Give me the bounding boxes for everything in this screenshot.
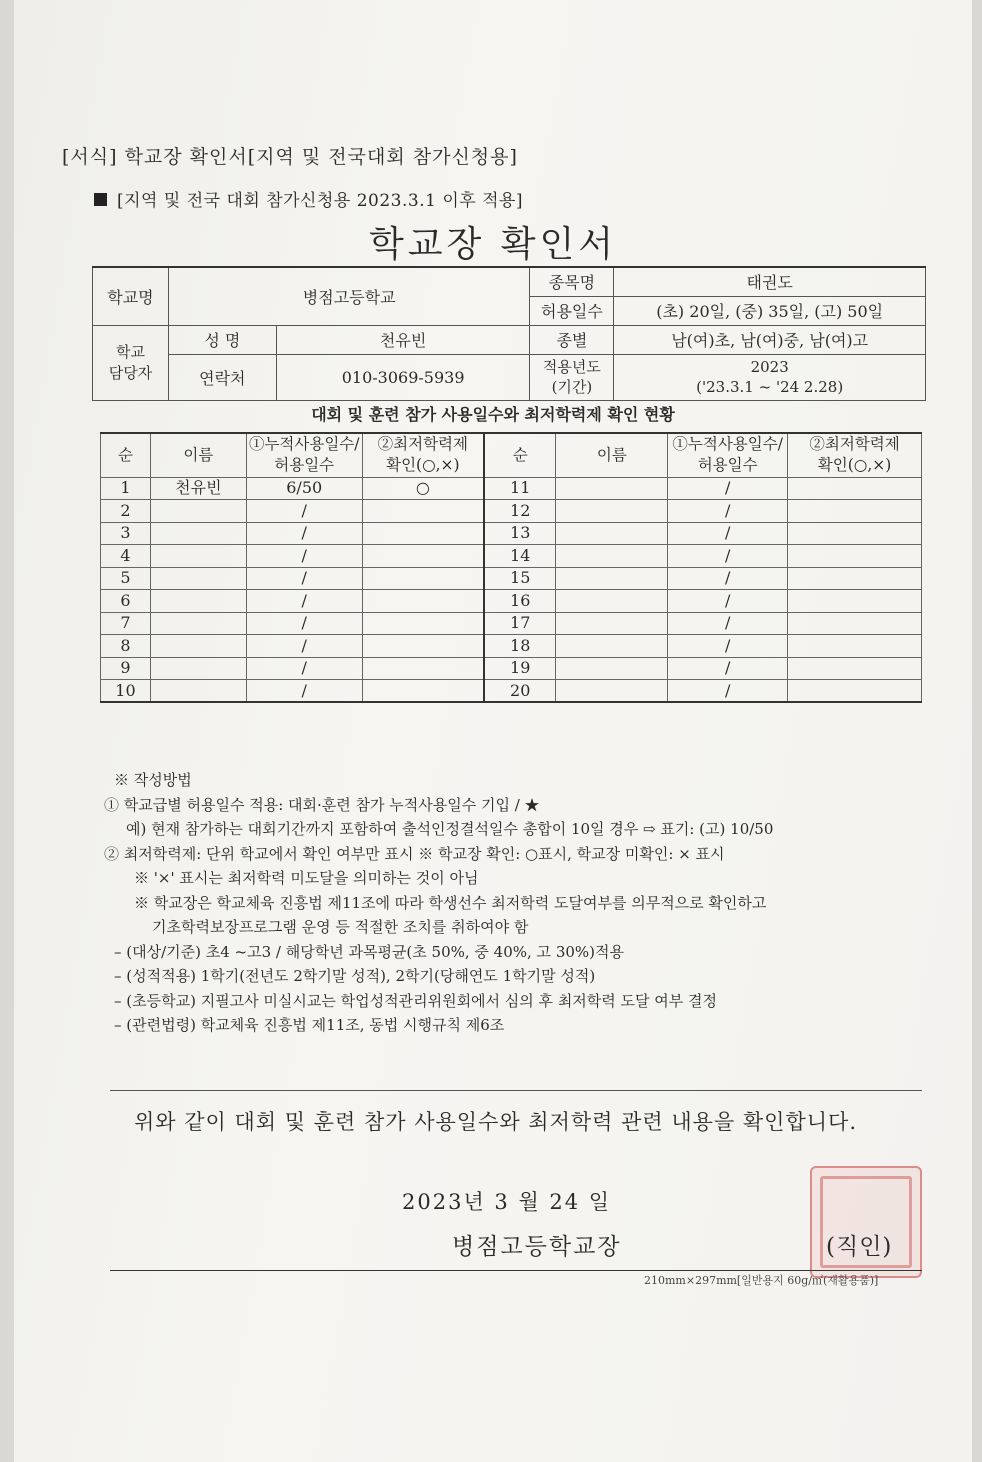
contact-label: 연락처	[168, 354, 276, 400]
status-cell-check	[362, 590, 484, 613]
status-cell-check	[788, 680, 922, 703]
status-cell-name	[556, 567, 668, 590]
header-check: ②최저학력제 확인(○,×)	[362, 433, 484, 477]
apply-note-text: [지역 및 전국 대회 참가신청용 2023.3.1 이후 적용]	[117, 191, 524, 211]
header-check: ②최저학력제 확인(○,×)	[788, 433, 922, 477]
status-cell-days: /	[668, 522, 788, 545]
status-cell-name	[556, 500, 668, 523]
status-row	[101, 680, 922, 703]
status-cell-days: /	[246, 500, 362, 523]
status-cell-days: /	[668, 590, 788, 613]
divider	[110, 1090, 922, 1091]
form-label: [서식] 학교장 확인서[지역 및 전국대회 참가신청용]	[62, 146, 518, 168]
status-cell-name	[556, 545, 668, 568]
header-name: 이름	[150, 433, 246, 477]
header-name: 이름	[556, 433, 668, 477]
status-cell-no: 12	[484, 500, 556, 523]
status-row	[101, 612, 922, 635]
official-seal-icon	[810, 1166, 922, 1278]
status-cell-no: 10	[101, 680, 151, 703]
status-cell-no: 17	[484, 612, 556, 635]
year-value: 2023	[750, 357, 789, 376]
note-item: ※ '×' 표시는 최저학력 미도달을 의미하는 것이 아님	[134, 869, 479, 887]
allowed-days-label: 허용일수	[530, 296, 614, 325]
status-cell-name	[556, 590, 668, 613]
year-label: 적용년도 (기간)	[530, 354, 614, 400]
status-row	[101, 657, 922, 680]
status-cell-days: /	[668, 500, 788, 523]
status-cell-days: /	[246, 680, 362, 703]
status-cell-check: ○	[362, 477, 484, 500]
event-label: 종목명	[530, 267, 614, 296]
status-cell-name	[150, 657, 246, 680]
writing-notes	[104, 768, 773, 1038]
status-cell-check	[788, 477, 922, 500]
status-cell-no: 18	[484, 635, 556, 658]
note-item: 예) 현재 참가하는 대회기간까지 포함하여 출석인정결석일수 총합이 10일 경우 ⇨ 표기: (고) 10/50	[126, 820, 774, 838]
name-value: 천유빈	[276, 325, 530, 354]
status-cell-no: 4	[101, 545, 151, 568]
status-cell-days: /	[668, 657, 788, 680]
info-table	[92, 266, 926, 401]
status-cell-no: 2	[101, 500, 151, 523]
status-cell-no: 15	[484, 567, 556, 590]
confirmation-text: 위와 같이 대회 및 훈련 참가 사용일수와 최저학력 관련 내용을 확인합니다.	[134, 1110, 858, 1134]
status-cell-days: /	[246, 590, 362, 613]
status-cell-check	[788, 567, 922, 590]
status-cell-no: 16	[484, 590, 556, 613]
status-cell-check	[362, 545, 484, 568]
status-cell-check	[362, 612, 484, 635]
status-cell-no: 9	[101, 657, 151, 680]
period-value: ('23.3.1 ~ '24 2.28)	[696, 378, 844, 396]
status-cell-name	[150, 500, 246, 523]
confirmation-date: 2023년 3 월 24 일	[402, 1190, 612, 1214]
status-cell-days: /	[246, 567, 362, 590]
status-cell-no: 7	[101, 612, 151, 635]
status-cell-name	[556, 612, 668, 635]
status-cell-days: /	[668, 477, 788, 500]
status-row	[101, 477, 922, 500]
school-value: 병점고등학교	[168, 267, 530, 325]
status-cell-name	[556, 680, 668, 703]
status-cell-days: /	[668, 545, 788, 568]
status-cell-check	[362, 567, 484, 590]
status-cell-days: /	[246, 522, 362, 545]
note-item: – (대상/기준) 초4 ~고3 / 해당학년 과목평균(초 50%, 중 40%, 고 30%)적용	[114, 942, 624, 961]
status-cell-no: 5	[101, 567, 151, 590]
status-cell-check	[788, 635, 922, 658]
note-item: – (관련법령) 학교체육 진흥법 제11조, 동법 시행규칙 제6조	[114, 1016, 505, 1034]
manager-label: 학교 담당자	[93, 325, 169, 400]
name-label: 성 명	[168, 325, 276, 354]
status-cell-no: 11	[484, 477, 556, 500]
paper-spec: 210mm×297mm[일반용지 60g/㎡(재활용품)]	[644, 1274, 879, 1287]
status-cell-name	[150, 612, 246, 635]
principal-name: 병점고등학교장	[452, 1234, 622, 1260]
status-cell-no: 8	[101, 635, 151, 658]
header-days: ①누적사용일수/ 허용일수	[668, 433, 788, 477]
status-cell-no: 6	[101, 590, 151, 613]
school-label: 학교명	[93, 267, 169, 325]
year-cell	[614, 354, 926, 400]
status-cell-check	[788, 590, 922, 613]
status-cell-days: /	[668, 635, 788, 658]
status-cell-days: 6/50	[246, 477, 362, 500]
status-title: 대회 및 훈련 참가 사용일수와 최저학력제 확인 현황	[311, 405, 675, 424]
status-cell-days: /	[668, 612, 788, 635]
status-row	[101, 635, 922, 658]
status-cell-no: 19	[484, 657, 556, 680]
note-item: ① 학교급별 허용일수 적용: 대회·훈련 참가 누적사용일수 기입 / ★	[104, 795, 540, 814]
note-item: – (초등학교) 지필고사 미실시교는 학업성적관리위원회에서 심의 후 최저학력 도달 여부 결정	[114, 991, 718, 1010]
status-cell-check	[362, 500, 484, 523]
status-cell-check	[362, 635, 484, 658]
status-row	[101, 567, 922, 590]
type-label: 종별	[530, 325, 614, 354]
note-item: 기초학력보장프로그램 운영 등 적절한 조치를 취하여야 함	[152, 918, 529, 936]
document-page	[14, 0, 972, 1462]
status-row	[101, 590, 922, 613]
status-cell-check	[788, 545, 922, 568]
status-cell-check	[362, 657, 484, 680]
status-cell-name	[150, 680, 246, 703]
document-title: 학교장 확인서	[368, 224, 618, 265]
apply-note	[94, 186, 523, 211]
status-cell-check	[788, 522, 922, 545]
status-cell-name	[556, 522, 668, 545]
status-cell-days: /	[246, 612, 362, 635]
allowed-days-value: (초) 20일, (중) 35일, (고) 50일	[614, 296, 926, 325]
status-cell-no: 3	[101, 522, 151, 545]
status-cell-days: /	[246, 545, 362, 568]
status-cell-no: 14	[484, 545, 556, 568]
status-cell-name	[150, 545, 246, 568]
status-cell-no: 13	[484, 522, 556, 545]
status-table	[100, 432, 922, 703]
status-cell-name	[150, 522, 246, 545]
status-row	[101, 545, 922, 568]
status-cell-no: 20	[484, 680, 556, 703]
status-cell-days: /	[668, 680, 788, 703]
status-cell-name	[556, 635, 668, 658]
note-item: – (성적적용) 1학기(전년도 2학기말 성적), 2학기(당해연도 1학기말 성적)	[114, 967, 596, 985]
status-row	[101, 500, 922, 523]
status-cell-check	[788, 612, 922, 635]
type-value: 남(여)초, 남(여)중, 남(여)고	[614, 325, 926, 354]
event-value: 태권도	[614, 267, 926, 296]
status-cell-name	[150, 590, 246, 613]
status-cell-check	[788, 500, 922, 523]
header-days: ①누적사용일수/ 허용일수	[246, 433, 362, 477]
divider	[110, 1270, 922, 1271]
header-no: 순	[484, 433, 556, 477]
status-cell-check	[362, 680, 484, 703]
status-cell-days: /	[246, 657, 362, 680]
status-cell-name: 천유빈	[150, 477, 246, 500]
status-cell-days: /	[668, 567, 788, 590]
status-row	[101, 522, 922, 545]
seal-label: (직인)	[826, 1234, 893, 1260]
status-cell-name	[556, 657, 668, 680]
note-item: ※ 학교장은 학교체육 진흥법 제11조에 따라 학생선수 최저학력 도달여부를 의무적으로 확인하고	[134, 893, 767, 912]
status-cell-days: /	[246, 635, 362, 658]
status-cell-check	[788, 657, 922, 680]
notes-heading: ※ 작성방법	[114, 771, 192, 789]
status-cell-check	[362, 522, 484, 545]
square-bullet-icon	[94, 193, 107, 206]
note-item: ② 최저학력제: 단위 학교에서 확인 여부만 표시 ※ 학교장 확인: ○표시, 학교장 미확인: × 표시	[104, 844, 725, 863]
status-cell-name	[150, 635, 246, 658]
contact-value: 010-3069-5939	[276, 354, 530, 400]
status-cell-name	[150, 567, 246, 590]
status-cell-name	[556, 477, 668, 500]
header-no: 순	[101, 433, 151, 477]
status-cell-no: 1	[101, 477, 151, 500]
